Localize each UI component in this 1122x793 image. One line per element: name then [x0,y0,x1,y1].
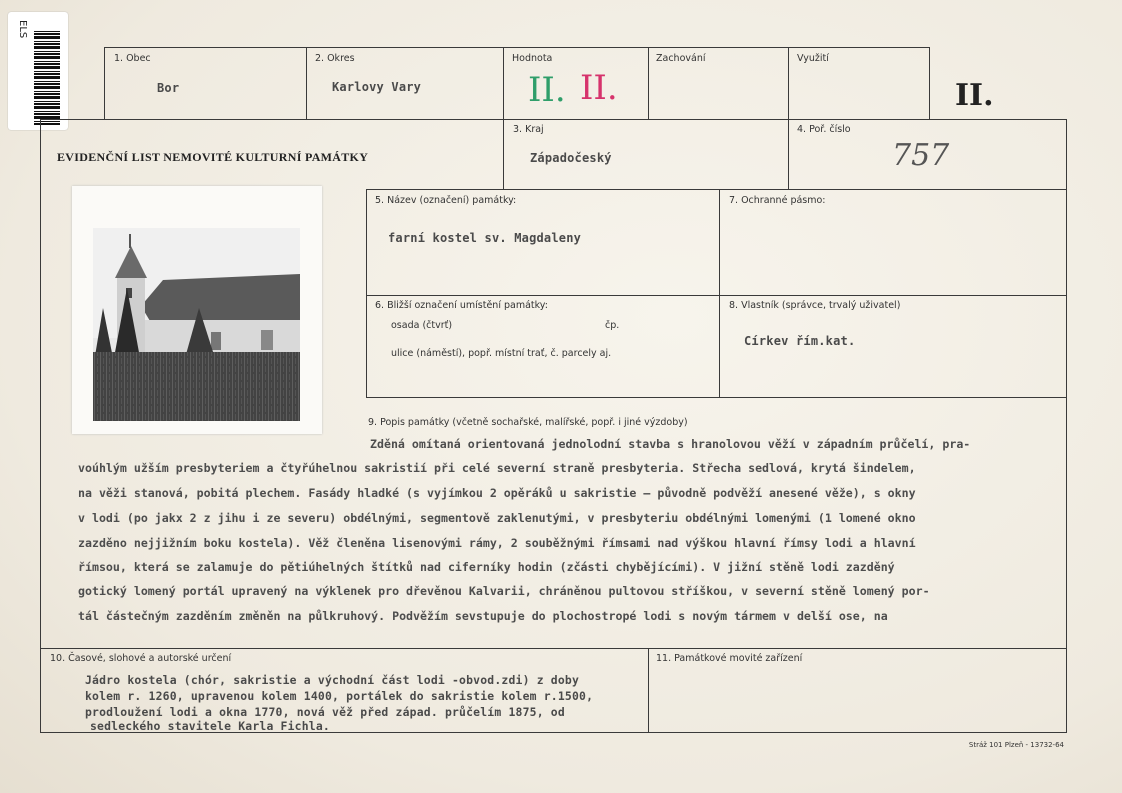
popis-line: římsou, která se zalamuje do pětiúhelných štítků nad ciferníky hodin (zčásti chybějícími). V jižní stěně lodi zazděný [78,560,895,574]
rule [366,189,1066,190]
rule [366,295,1066,296]
hodnota-label: Hodnota [512,53,553,64]
rule [40,648,1067,649]
urceni-line: sedleckého stavitele Karla Fichla. [90,719,330,733]
urceni-label: 10. Časové, slohové a autorské určení [50,653,232,664]
rule [40,119,1067,120]
poradove-cislo-value: 757 [892,138,950,173]
zachovani-label: Zachování [656,53,706,64]
umisteni-label: 6. Bližší označení umístění památky: [375,300,548,311]
rule [306,47,307,119]
urceni-line: Jádro kostela (chór, sakristie a východní část lodi -obvod.zdi) z doby [85,673,580,687]
ochranne-pasmo-label: 7. Ochranné pásmo: [729,195,826,206]
obec-value: Bor [157,81,180,95]
hodnota-green-mark: II. [528,70,566,110]
rule [104,47,105,119]
document-title: EVIDENČNÍ LIST NEMOVITÉ KULTURNÍ PAMÁTKY [57,150,369,164]
church-photo [93,228,300,421]
cp-label: čp. [605,320,620,331]
rule [788,47,789,189]
ulice-label: ulice (náměstí), popř. místní trať, č. parcely aj. [391,348,612,359]
nazev-label: 5. Název (označení) památky: [375,195,517,206]
popis-line: gotický lomený portál upravený na výklenek pro dřevěnou Kalvarii, chráněnou pultovou stříškou, v severní stěně lomený por- [78,584,930,598]
rule [1066,119,1067,733]
osada-label: osada (čtvrť) [391,320,453,331]
rule [503,47,504,189]
rule [366,189,367,398]
okres-value: Karlovy Vary [332,80,422,94]
urceni-line: prodloužení lodi a okna 1770, nová věž před západ. průčelím 1875, od [85,705,565,719]
rule [929,47,930,119]
printer-imprint: Stráž 101 Plzeň - 13732-64 [968,741,1064,749]
popis-line: voúhlým užším presbyteriem a čtyřúhelnou sakristií při celé severní straně presbyteria. Střecha sedlová, krytá šindelem, [78,461,916,475]
church-photo-image [93,228,300,421]
urceni-line: kolem r. 1260, upravenou kolem 1400, portálek do sakristie kolem r.1500, [85,689,594,703]
popis-line: v lodi (po jakx 2 z jihu i ze severu) obdélnými, segmentově zaklenutými, v presbyteriu obdélnými lomenými (1 lomené okno [78,511,916,525]
barcode-bars [34,30,60,125]
rule [648,648,649,733]
obec-label: 1. Obec [114,53,151,64]
rule [104,47,930,48]
zarizeni-label: 11. Památkové movité zařízení [656,653,803,664]
popis-label: 9. Popis památky (včetně sochařské, malířské, popř. i jiné výzdoby) [368,417,688,428]
vlastnik-value: Církev řím.kat. [744,334,856,348]
rule [40,119,41,733]
poradove-cislo-label: 4. Poř. číslo [797,124,851,135]
popis-line: tál částečným zazděním změněn na půlkruhový. Podvěžím sevstupuje do plochostropé lodi s novým tármem v delší ose, na [78,609,888,623]
barcode-label: ELS [17,20,28,39]
nazev-value: farní kostel sv. Magdaleny [388,231,582,245]
rule [648,47,649,119]
popis-line: na věži stanová, pobitá plechem. Fasády hladké (s vyjímkou 2 opěráků u sakristie – původně podvěží anesené věže), s okny [78,486,916,500]
hodnota-red-mark: II. [580,68,618,108]
rule [366,397,1066,398]
kraj-label: 3. Kraj [513,124,544,135]
kraj-value: Západočeský [530,151,612,165]
category-mark: II. [955,78,994,113]
vlastnik-label: 8. Vlastník (správce, trvalý uživatel) [729,300,901,311]
popis-line: Zděná omítaná orientovaná jednolodní stavba s hranolovou věží v západním průčelí, pra- [370,437,971,451]
popis-line: zazděno nejjižním boku kostela). Věž členěna lisenovými rámy, 2 souběžnými římsami nad výškou hlavní římsy lodi a hlavní [78,536,916,550]
barcode-sticker [8,12,68,130]
rule [719,189,720,398]
vyuziti-label: Využití [797,53,829,64]
okres-label: 2. Okres [315,53,355,64]
